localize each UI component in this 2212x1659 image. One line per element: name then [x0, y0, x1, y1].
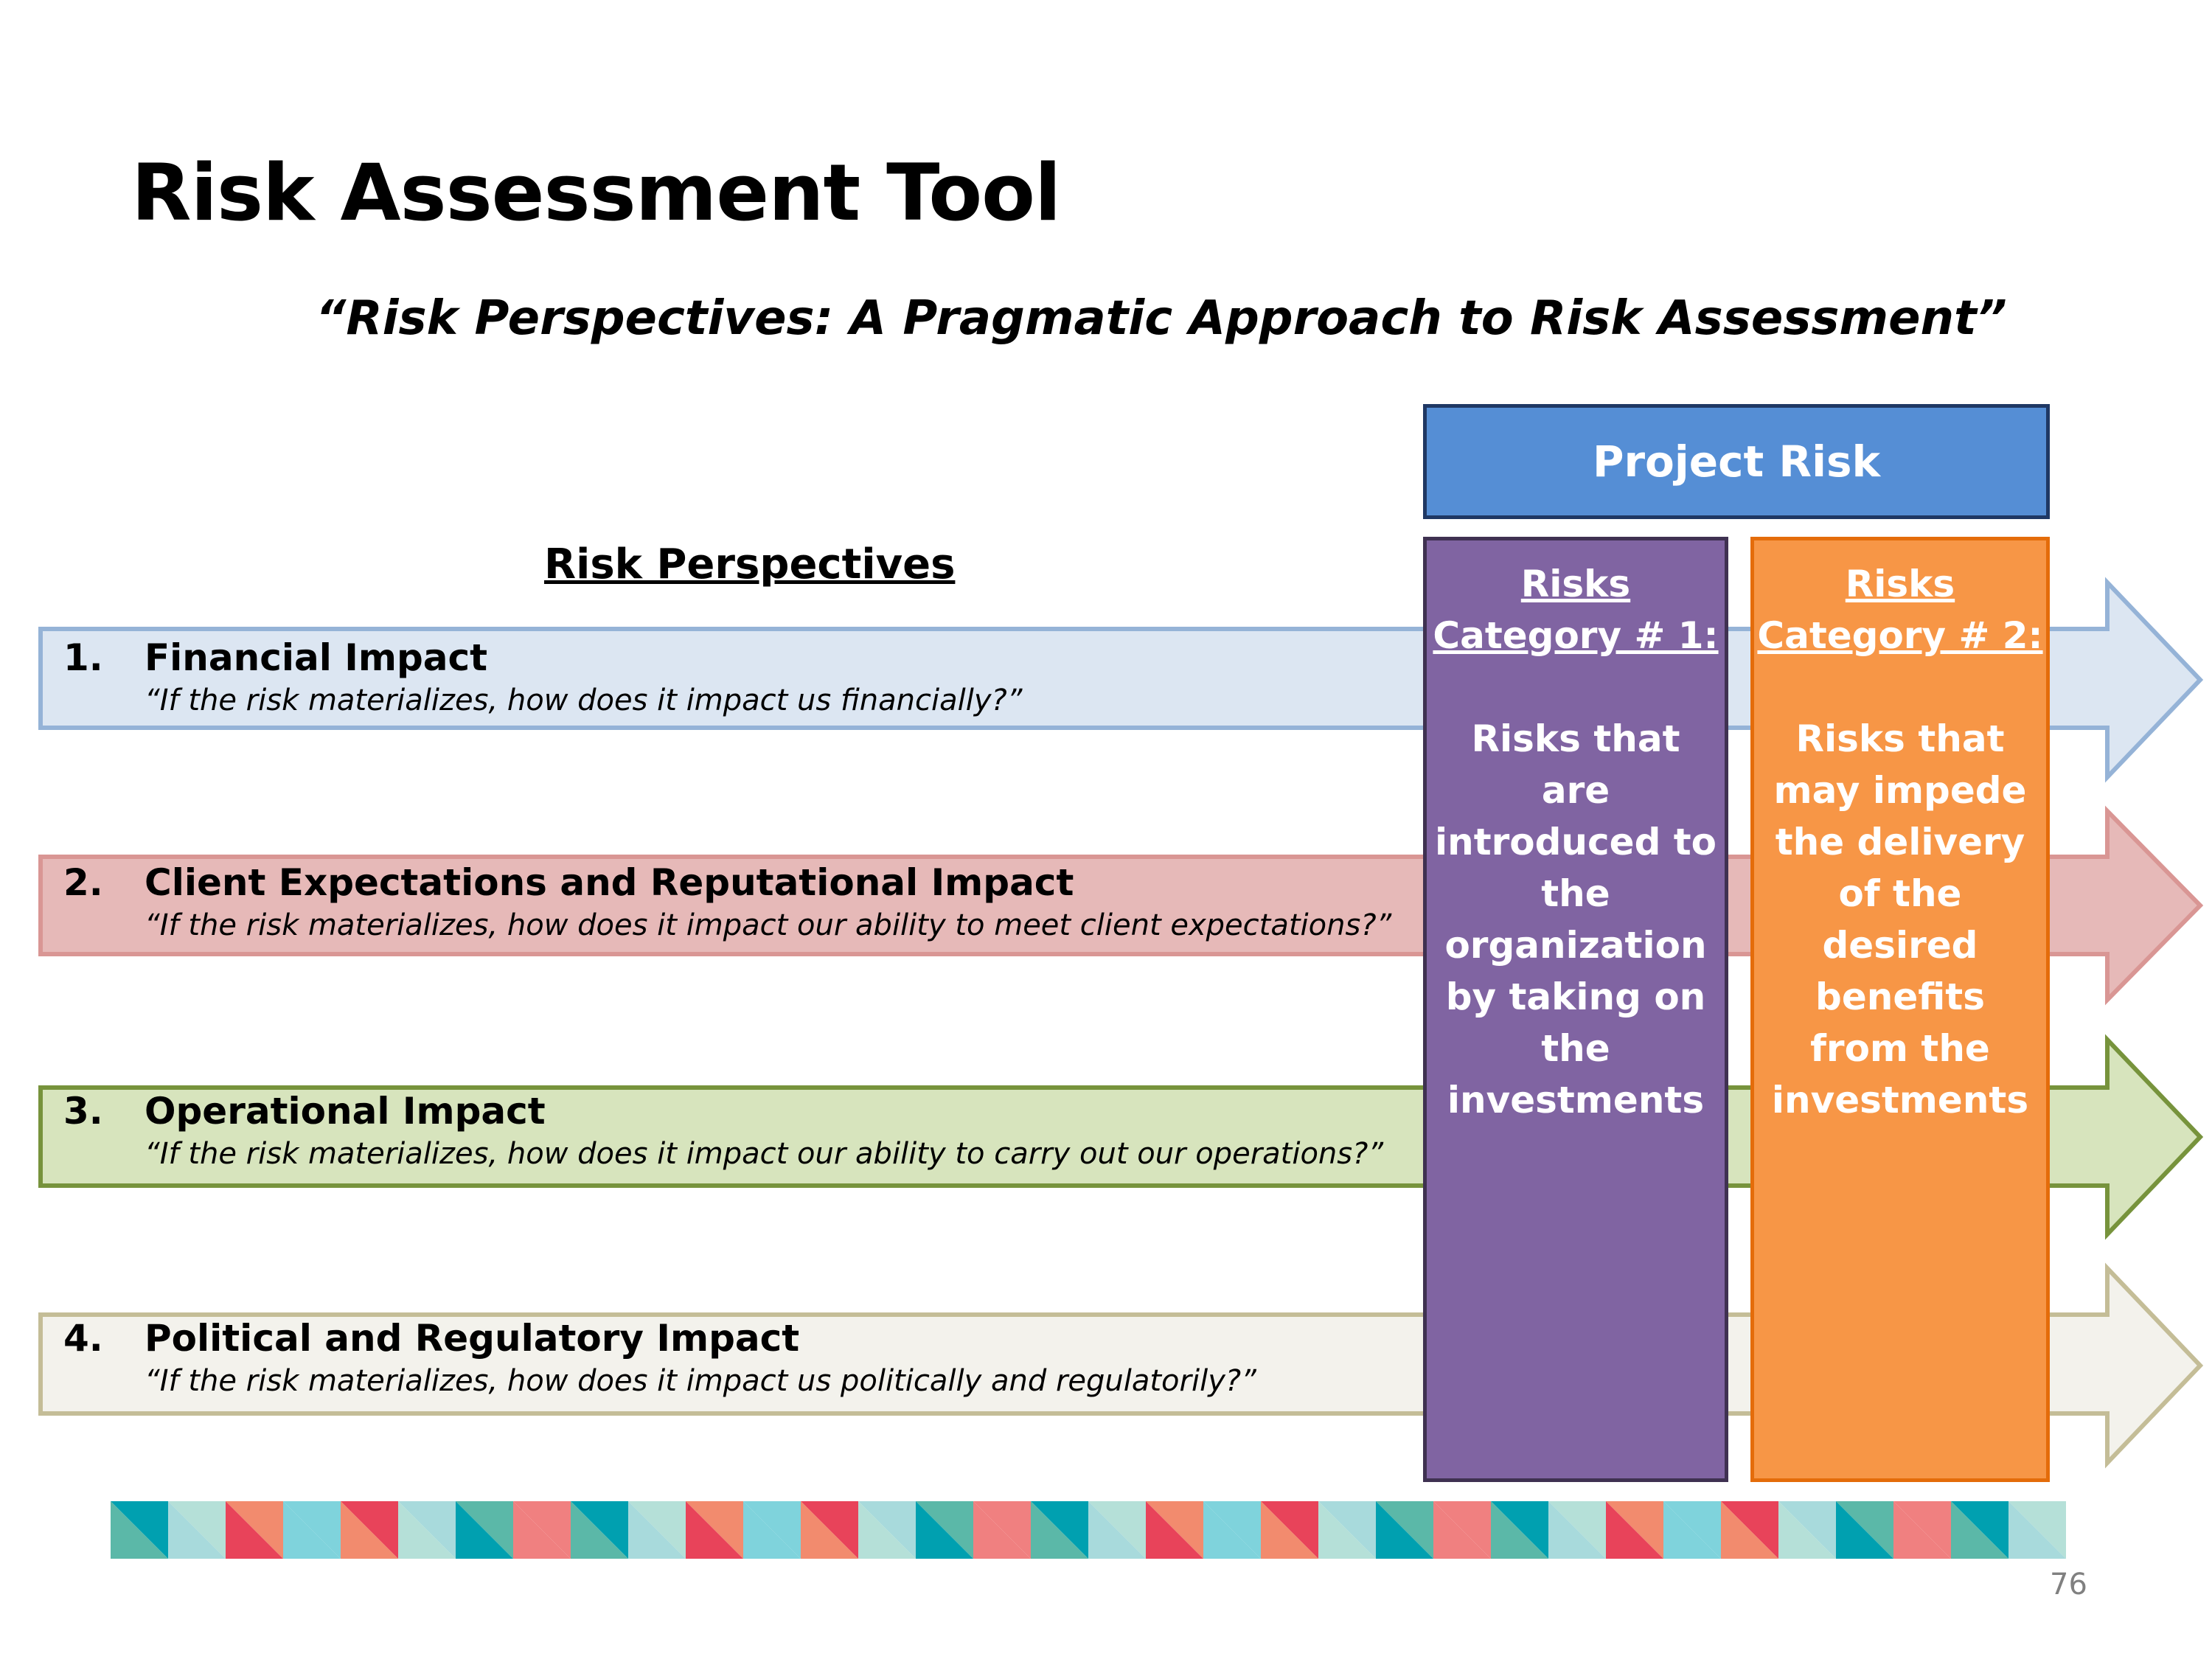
perspective-question: “If the risk materializes, how does it impact us financially?”: [145, 684, 1023, 717]
page-number: 76: [2050, 1568, 2087, 1601]
perspective-title: Client Expectations and Reputational Impact: [145, 861, 1074, 904]
category-title-line1: Risks: [1520, 563, 1631, 605]
risk-category-2: [1750, 537, 2050, 1482]
project-risk-header: Project Risk: [1423, 404, 2050, 519]
perspective-financial: [63, 634, 1427, 720]
decorative-triangle-band: [111, 1501, 2113, 1559]
perspective-political: [63, 1315, 1427, 1400]
perspective-reputational: [63, 859, 1427, 945]
perspective-number: 3.: [63, 1090, 103, 1133]
category-title-line2: Category # 1:: [1433, 614, 1719, 657]
category-description: Risks that may impede the delivery of the desired benefits from the investments: [1771, 717, 2029, 1121]
perspective-question: “If the risk materializes, how does it impact our ability to meet client expectations?”: [145, 908, 1392, 942]
perspective-title: Political and Regulatory Impact: [145, 1317, 800, 1360]
perspective-number: 4.: [63, 1317, 103, 1360]
slide-title: Risk Assessment Tool: [131, 147, 1061, 238]
category-description: Risks that are introduced to the organization by taking on the investments: [1434, 717, 1717, 1121]
risk-category-1: [1423, 537, 1728, 1482]
perspective-question: “If the risk materializes, how does it impact us politically and regulatorily?”: [145, 1364, 1256, 1398]
category-title-line2: Category # 2:: [1757, 614, 2043, 657]
slide-subtitle: “Risk Perspectives: A Pragmatic Approach to Risk Assessment”: [316, 291, 2007, 346]
risk-perspectives-heading: Risk Perspectives: [544, 540, 956, 588]
perspective-title: Operational Impact: [145, 1090, 546, 1133]
perspective-title: Financial Impact: [145, 636, 488, 679]
perspective-number: 1.: [63, 636, 103, 679]
category-title-line1: Risks: [1845, 563, 1955, 605]
perspective-question: “If the risk materializes, how does it impact our ability to carry out our operations?”: [145, 1137, 1384, 1171]
perspective-operational: [63, 1088, 1427, 1173]
perspective-number: 2.: [63, 861, 103, 904]
